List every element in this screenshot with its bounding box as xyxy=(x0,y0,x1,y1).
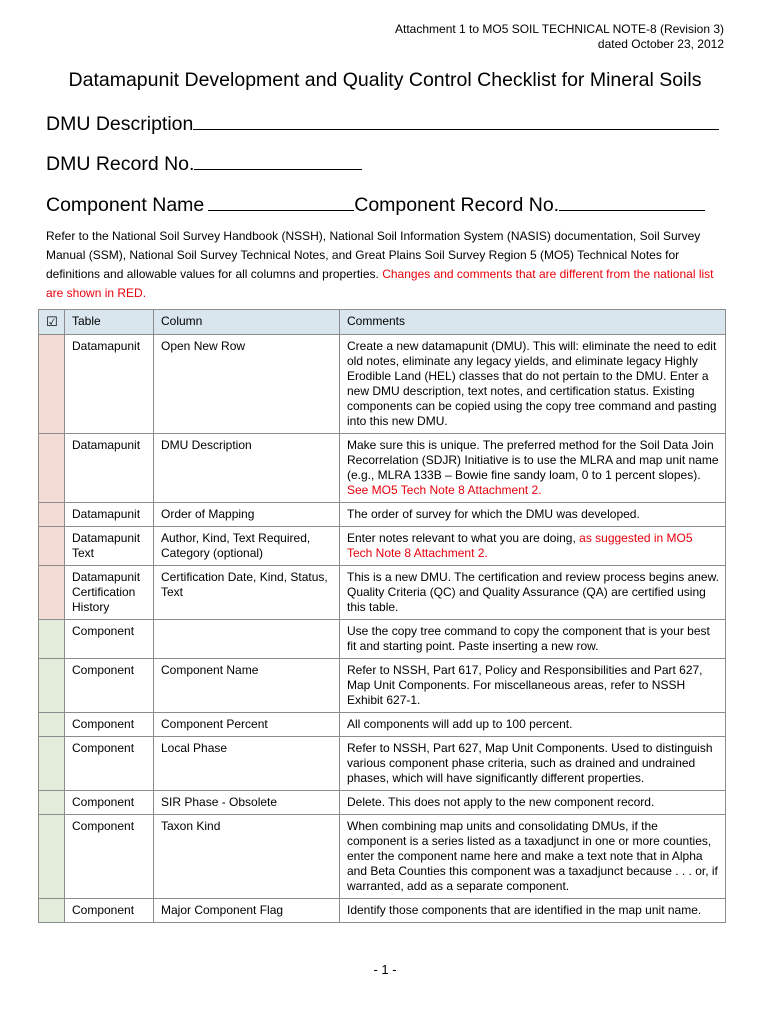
component-record-label: Component Record No. xyxy=(354,194,560,216)
header-comments: Comments xyxy=(340,310,726,335)
row-table-name: Component xyxy=(65,737,154,791)
table-header-row xyxy=(39,310,726,335)
row-comment xyxy=(340,737,726,791)
dmu-description-label: DMU Description xyxy=(46,113,194,135)
attachment-line-1: Attachment 1 to MO5 SOIL TECHNICAL NOTE-8 (Revision 3) xyxy=(395,22,724,36)
row-comment-text: The order of survey for which the DMU was developed. xyxy=(347,507,640,521)
row-table-name: Component xyxy=(65,815,154,899)
row-checkbox[interactable] xyxy=(39,527,65,566)
row-checkbox[interactable] xyxy=(39,335,65,434)
row-column-name: DMU Description xyxy=(154,434,340,503)
row-comment-text: Refer to NSSH, Part 617, Policy and Responsibilities and Part 627, Map Unit Components. For miscellaneous areas, refer to NSSH Exhibit 627-1. xyxy=(347,663,703,707)
row-comment-text: Use the copy tree command to copy the component that is your best fit and starting point. Paste inserting a new row. xyxy=(347,624,710,653)
attachment-line-2: dated October 23, 2012 xyxy=(597,37,724,51)
row-checkbox[interactable] xyxy=(39,713,65,737)
row-column-name: Component Percent xyxy=(154,713,340,737)
row-table-name: Datamapunit xyxy=(65,434,154,503)
row-comment-text: Make sure this is unique. The preferred method for the Soil Data Join Recorrelation (SDJR) Initiative is to use the MLRA and map unit name (e.g., MLRA 133B – Bowie fine sandy loam, 0 to 1 percent slopes). xyxy=(347,438,719,482)
table-row xyxy=(39,620,726,659)
row-checkbox[interactable] xyxy=(39,815,65,899)
row-column-name: SIR Phase - Obsolete xyxy=(154,791,340,815)
dmu-record-blank[interactable] xyxy=(194,150,362,170)
table-row xyxy=(39,713,726,737)
row-column-name: Major Component Flag xyxy=(154,899,340,923)
row-column-name: Order of Mapping xyxy=(154,503,340,527)
intro-paragraph xyxy=(46,227,730,303)
page-title: Datamapunit Development and Quality Control Checklist for Mineral Soils xyxy=(68,69,702,91)
row-checkbox[interactable] xyxy=(39,503,65,527)
row-comment xyxy=(340,527,726,566)
row-checkbox[interactable] xyxy=(39,566,65,620)
header-column: Column xyxy=(154,310,340,335)
table-row xyxy=(39,899,726,923)
row-table-name: Component xyxy=(65,713,154,737)
dmu-record-label: DMU Record No. xyxy=(46,153,195,175)
component-name-label: Component Name xyxy=(46,194,205,216)
table-row xyxy=(39,737,726,791)
row-comment xyxy=(340,566,726,620)
row-table-name: Component xyxy=(65,659,154,713)
row-comment xyxy=(340,335,726,434)
header-table: Table xyxy=(65,310,154,335)
row-comment-red-text: as suggested in MO5 Tech Note 8 Attachment 2. xyxy=(347,531,693,560)
intro-red-text: Changes and comments that are different from the national list are shown in RED. xyxy=(46,267,714,300)
row-table-name: Component xyxy=(65,791,154,815)
row-comment xyxy=(340,503,726,527)
table-body xyxy=(39,335,726,923)
row-comment-text: Delete. This does not apply to the new component record. xyxy=(347,795,655,809)
row-comment xyxy=(340,815,726,899)
table-row xyxy=(39,815,726,899)
row-comment-text: Create a new datamapunit (DMU). This will: eliminate the need to edit old notes, eliminate any legacy yields, and eliminate legacy Highly Erodible Land (HEL) classes that do not pertain to the DMU. Enter a new DMU description, text notes, and certification status. Existing components can be copied using the copy tree command and pasting into this new DMU. xyxy=(347,339,717,428)
row-comment xyxy=(340,713,726,737)
row-checkbox[interactable] xyxy=(39,899,65,923)
component-record-blank[interactable] xyxy=(559,191,705,211)
row-column-name: Local Phase xyxy=(154,737,340,791)
dmu-description-field xyxy=(46,110,719,136)
dmu-record-field xyxy=(46,150,362,176)
page-number: - 1 - xyxy=(373,962,397,977)
attachment-header xyxy=(395,22,724,52)
checklist-table xyxy=(38,309,726,923)
row-table-name: Datamapunit Text xyxy=(65,527,154,566)
table-row xyxy=(39,527,726,566)
component-name-blank[interactable] xyxy=(208,191,354,211)
intro-text: Refer to the National Soil Survey Handbook (NSSH), National Soil Information System (NASIS) documentation, Soil Survey Manual (SSM), National Soil Survey Technical Notes, and Great Plains Soil Survey Region 5 (MO5) Technical Notes for definitions and allowable values for all columns and properties. xyxy=(46,229,701,281)
checkbox-icon: ☑ xyxy=(39,310,65,335)
row-column-name: Author, Kind, Text Required, Category (optional) xyxy=(154,527,340,566)
row-comment-text: All components will add up to 100 percent. xyxy=(347,717,573,731)
component-fields xyxy=(46,191,705,217)
row-table-name: Datamapunit Certification History xyxy=(65,566,154,620)
row-checkbox[interactable] xyxy=(39,737,65,791)
row-comment-text: Enter notes relevant to what you are doing, xyxy=(347,531,576,545)
row-comment xyxy=(340,434,726,503)
table-row xyxy=(39,335,726,434)
row-column-name: Component Name xyxy=(154,659,340,713)
row-table-name: Datamapunit xyxy=(65,503,154,527)
row-checkbox[interactable] xyxy=(39,659,65,713)
row-checkbox[interactable] xyxy=(39,620,65,659)
row-table-name: Component xyxy=(65,899,154,923)
table-row xyxy=(39,791,726,815)
row-column-name xyxy=(154,620,340,659)
dmu-description-blank[interactable] xyxy=(193,110,719,130)
row-table-name: Datamapunit xyxy=(65,335,154,434)
row-comment xyxy=(340,620,726,659)
row-comment xyxy=(340,791,726,815)
row-comment xyxy=(340,899,726,923)
row-comment-text: Refer to NSSH, Part 627, Map Unit Components. Used to distinguish various component phase criteria, such as drained and undrained phases, which will have significantly different properties. xyxy=(347,741,713,785)
row-column-name: Taxon Kind xyxy=(154,815,340,899)
row-comment-text: When combining map units and consolidating DMUs, if the component is a series listed as a taxadjunct in one or more counties, enter the component name here and make a text note that in Alpha and Beta Counties this component was a taxadjunct because . . . or, if warranted, add as a separate component. xyxy=(347,819,718,893)
table-row xyxy=(39,434,726,503)
row-comment-text: Identify those components that are identified in the map unit name. xyxy=(347,903,702,917)
row-column-name: Certification Date, Kind, Status, Text xyxy=(154,566,340,620)
table-row xyxy=(39,659,726,713)
table-row xyxy=(39,566,726,620)
row-comment-red-text: See MO5 Tech Note 8 Attachment 2. xyxy=(347,483,542,497)
table-row xyxy=(39,503,726,527)
row-comment xyxy=(340,659,726,713)
row-checkbox[interactable] xyxy=(39,791,65,815)
row-column-name: Open New Row xyxy=(154,335,340,434)
row-comment-text: This is a new DMU. The certification and review process begins anew. Quality Criteria (QC) and Quality Assurance (QA) are certified using this table. xyxy=(347,570,719,614)
row-checkbox[interactable] xyxy=(39,434,65,503)
row-table-name: Component xyxy=(65,620,154,659)
